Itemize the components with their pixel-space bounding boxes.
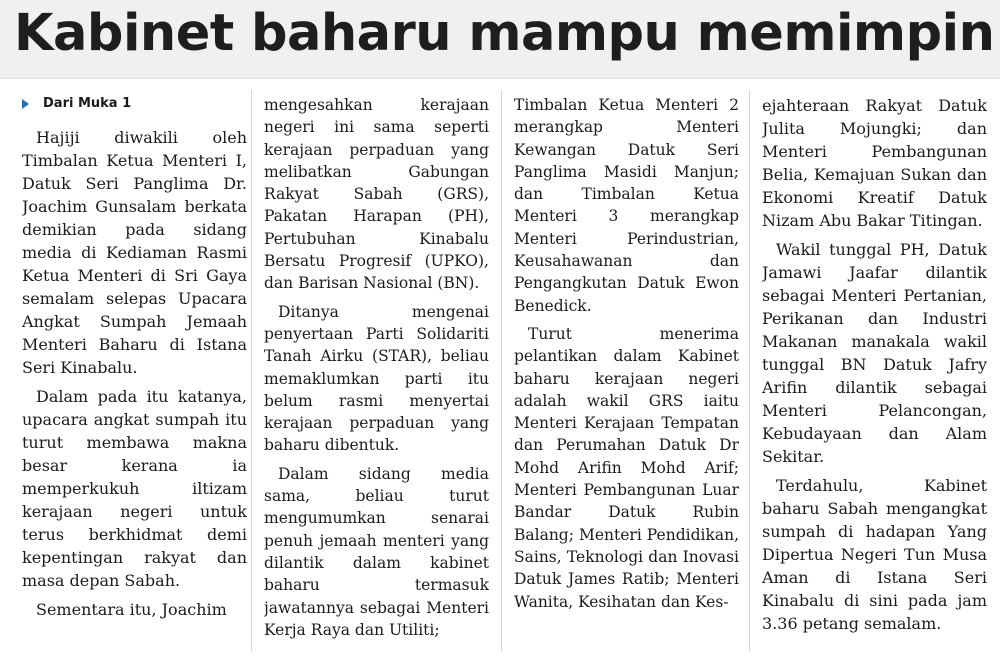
article-paragraph: Timbalan Ketua Menteri 2 merangkap Menteri Kewangan Datuk Seri Panglima Masidi Manjun; dan Timbalan Ketua Menteri 3 merangkap Menteri Perindustrian, Keusahawanan dan Pengangkutan Datuk Ewon Benedick. [514, 96, 739, 315]
column-rule [749, 90, 750, 652]
headline-band [0, 0, 1000, 79]
article-column-4 [762, 94, 987, 654]
article-paragraph: Sementara itu, Joachim [36, 600, 227, 619]
continued-from-text: Dari Muka 1 [43, 96, 132, 111]
article-paragraph: Dalam sidang media sama, beliau turut mengumumkan senarai penuh jemaah menteri yang dilantik dalam kabinet baharu termasuk jawatannya sebagai Menteri Kerja Raya dan Utiliti; [264, 464, 489, 639]
triangle-right-icon [22, 99, 29, 109]
article-paragraph: Ditanya mengenai penyertaan Parti Solidariti Tanah Airku (STAR), beliau memaklumkan parti itu belum rasmi menyertai kerajaan perpaduan yang baharu dibentuk. [264, 302, 489, 455]
article-paragraph: Hajiji diwakili oleh Timbalan Ketua Menteri I, Datuk Seri Panglima Dr. Joachim Gunsalam berkata demikian pada sidang media di Kediaman Rasmi Ketua Menteri di Sri Gaya semalam selepas Upacara Angkat Sumpah Jemaah Menteri Baharu di Istana Seri Kinabalu. [22, 128, 247, 377]
article-column-3 [514, 94, 739, 654]
article-paragraph: mengesahkan kerajaan negeri ini sama seperti kerajaan perpaduan yang melibatkan Gabungan Rakyat Sabah (GRS), Pakatan Harapan (PH), Pertubuhan Kinabalu Bersatu Progresif (UPKO), dan Barisan Nasional (BN). [264, 96, 489, 293]
article-paragraph: ejahteraan Rakyat Datuk Julita Mojungki; dan Menteri Pembangunan Belia, Kemajuan Sukan dan Ekonomi Kreatif Datuk Nizam Abu Bakar Titingan. [762, 96, 987, 230]
headline: Kabinet baharu mampu memimpin [14, 4, 995, 63]
column-rule [501, 90, 502, 652]
article-paragraph: Turut menerima pelantikan dalam Kabinet baharu kerajaan negeri adalah wakil GRS iaitu Menteri Kerajaan Tempatan dan Perumahan Datuk Dr Mohd Arifin Mohd Arif; Menteri Pembangunan Luar Bandar Datuk Rubin Balang; Menteri Pendidikan, Sains, Teknologi dan Inovasi Datuk James Ratib; Menteri Wanita, Kesihatan dan Kes- [514, 324, 739, 611]
article-paragraph: Wakil tunggal PH, Datuk Jamawi Jaafar dilantik sebagai Menteri Pertanian, Perikanan dan Industri Makanan manakala wakil tunggal BN Datuk Jafry Arifin dilantik sebagai Menteri Pelancongan, Kebudayaan dan Alam Sekitar. [762, 240, 987, 466]
continued-from-label [22, 94, 247, 114]
article-column-2 [264, 94, 489, 654]
column-rule [251, 90, 252, 652]
article-paragraph: Dalam pada itu katanya, upacara angkat sumpah itu turut membawa makna besar kerana ia memperkukuh iltizam kerajaan negeri untuk terus berkhidmat demi kepentingan rakyat dan masa depan Sabah. [22, 387, 247, 590]
article-paragraph: Terdahulu, Kabinet baharu Sabah mengangkat sumpah di hadapan Yang Dipertua Negeri Tun Musa Aman di Istana Seri Kinabalu di sini pada jam 3.36 petang semalam. [762, 476, 987, 633]
article-column-1 [22, 94, 247, 654]
